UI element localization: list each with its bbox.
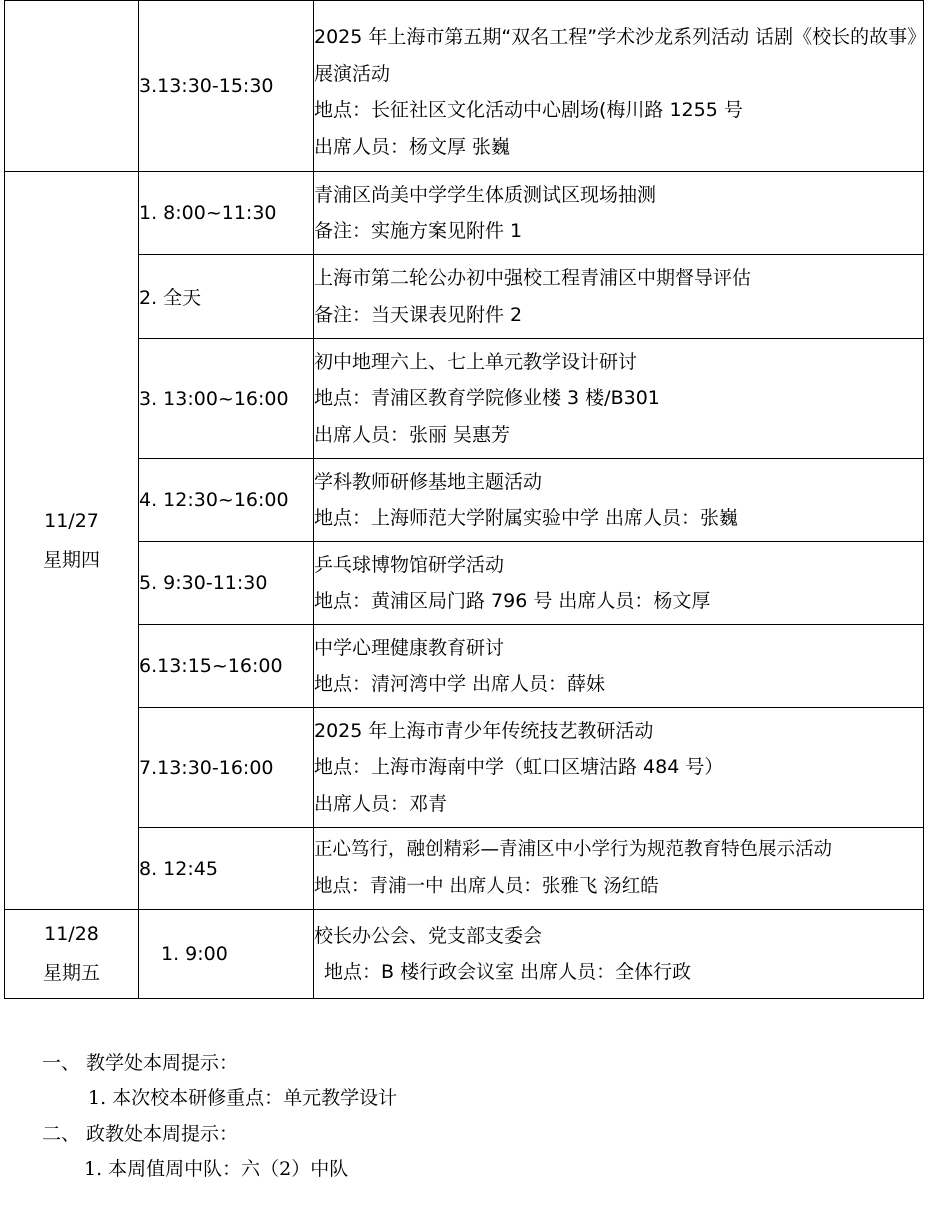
event-location: 地点：上海师范大学附属实验中学 出席人员：张巍 (314, 507, 739, 529)
content-cell (314, 828, 924, 910)
time-cell: 8. 12:45 (139, 828, 314, 910)
table-row (5, 910, 924, 999)
time-cell: 1. 8:00~11:30 (139, 172, 314, 255)
table-row (5, 542, 924, 625)
event-attendees: 出席人员：张丽 吴惠芳 (314, 423, 511, 446)
table-row (5, 255, 924, 339)
section-heading: 二、 政教处本周提示： (42, 1123, 239, 1145)
weekday-label: 星期四 (42, 548, 100, 571)
note-item: 1. 本周值周中队：六（2）中队 (84, 1158, 349, 1180)
date-cell-friday (5, 910, 139, 999)
event-note: 备注：当天课表见附件 2 (314, 303, 523, 326)
event-title: 上海市第二轮公办初中强校工程青浦区中期督导评估 (314, 267, 752, 289)
event-note: 备注：实施方案见附件 1 (314, 220, 523, 242)
time-cell: 3.13:30-15:30 (139, 1, 314, 172)
content-cell (314, 542, 924, 625)
time-cell: 2. 全天 (139, 255, 314, 339)
time-cell: 7.13:30-16:00 (139, 708, 314, 828)
event-title: 2025 年上海市第五期“双名工程”学术沙龙系列活动 话剧《校长的故事》展演活动 (314, 26, 917, 85)
time-cell: 1. 9:00 (139, 910, 314, 999)
date-label: 11/28 (44, 923, 99, 945)
event-title: 初中地理六上、七上单元教学设计研讨 (314, 350, 638, 373)
table-row (5, 339, 924, 459)
content-cell (314, 708, 924, 828)
schedule-table (4, 0, 924, 999)
table-row (5, 828, 924, 910)
content-cell (314, 459, 924, 542)
content-cell (314, 172, 924, 255)
date-cell-empty (5, 1, 139, 172)
event-title: 学科教师研修基地主题活动 (314, 470, 543, 493)
time-cell: 3. 13:00~16:00 (139, 339, 314, 459)
event-location: 地点：青浦区教育学院修业楼 3 楼/B301 (314, 387, 660, 410)
event-location: 地点：黄浦区局门路 796 号 出席人员：杨文厚 (314, 590, 711, 612)
content-cell (314, 339, 924, 459)
event-location: 地点：B 楼行政会议室 出席人员：全体行政 (324, 961, 692, 983)
table-row (5, 172, 924, 255)
time-cell: 6.13:15~16:00 (139, 625, 314, 708)
section-heading: 一、 教学处本周提示： (42, 1052, 239, 1074)
event-title: 2025 年上海市青少年传统技艺教研活动 (314, 719, 654, 742)
table-row (5, 625, 924, 708)
event-location: 地点：长征社区文化活动中心剧场(梅川路 1255 号 (314, 99, 743, 121)
time-cell: 5. 9:30-11:30 (139, 542, 314, 625)
date-cell-thursday (5, 172, 139, 910)
event-title: 青浦区尚美中学学生体质测试区现场抽测 (314, 183, 657, 206)
event-attendees: 出席人员：杨文厚 张巍 (314, 135, 511, 158)
event-attendees: 出席人员：邓青 (314, 792, 448, 815)
table-row (5, 708, 924, 828)
event-location: 地点：上海市海南中学（虹口区塘沽路 484 号） (314, 756, 724, 779)
event-title: 乒乓球博物馆研学活动 (314, 553, 505, 576)
content-cell (314, 625, 924, 708)
event-title: 校长办公会、党支部支委会 (314, 924, 543, 947)
event-title: 正心笃行，融创精彩—青浦区中小学行为规范教育特色展示活动 (314, 839, 833, 860)
time-cell: 4. 12:30~16:00 (139, 459, 314, 542)
table-row (5, 459, 924, 542)
date-label: 11/27 (44, 509, 99, 532)
content-cell (314, 910, 924, 999)
content-cell (314, 255, 924, 339)
event-title: 中学心理健康教育研讨 (314, 636, 505, 659)
weekday-label: 星期五 (42, 962, 100, 984)
table-row (5, 1, 924, 172)
event-location: 地点：青浦一中 出席人员：张雅飞 汤红皓 (314, 875, 659, 897)
note-item: 1. 本次校本研修重点：单元教学设计 (88, 1087, 398, 1109)
content-cell (314, 1, 924, 172)
event-location: 地点：清河湾中学 出席人员：薛妹 (314, 673, 606, 695)
